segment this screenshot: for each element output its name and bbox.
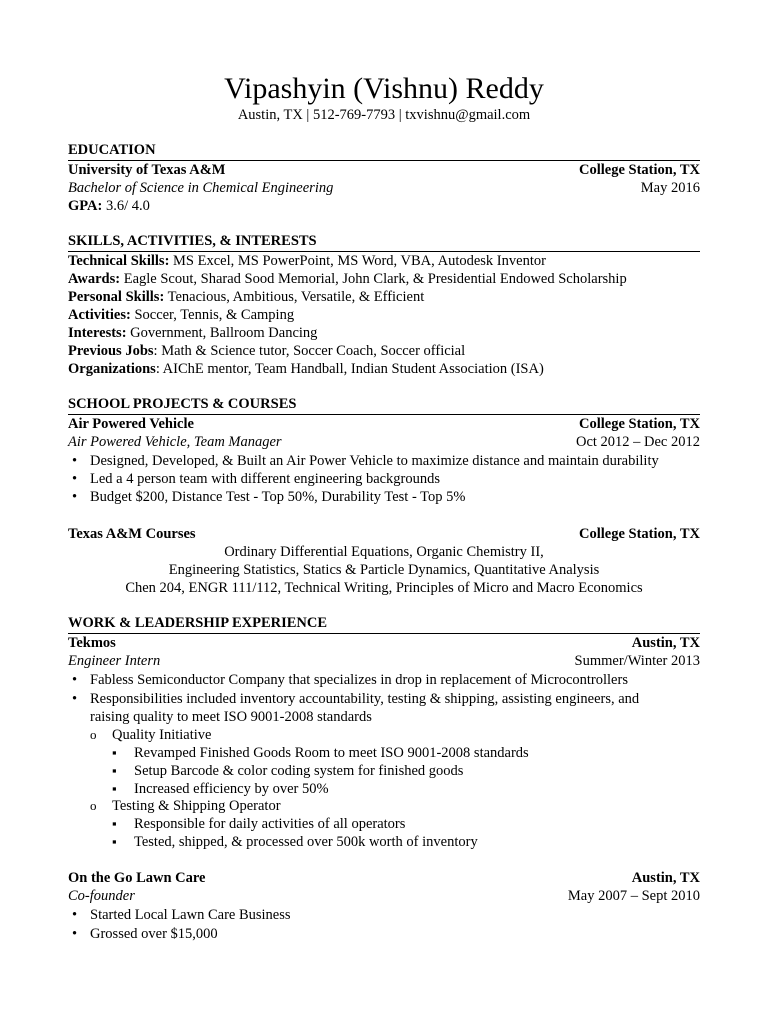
graduation-date: May 2016 <box>640 180 700 196</box>
courses-line: Ordinary Differential Equations, Organic Chemistry II, <box>224 544 544 560</box>
skill-value: Government, Ballroom Dancing <box>126 325 318 341</box>
sub-bullet-item: o Quality Initiative <box>90 726 722 744</box>
skill-value: : Math & Science tutor, Soccer Coach, Soccer official <box>153 343 466 359</box>
project-location: College Station, TX <box>579 416 700 432</box>
sub-bullet-item: o Testing & Shipping Operator <box>90 797 722 815</box>
job-role: Co-founder <box>68 888 135 904</box>
courses-name: Texas A&M Courses <box>68 526 196 542</box>
sub-sub-bullet-item: ▪ Responsible for daily activities of all operators <box>112 815 722 833</box>
job-header-row <box>68 869 700 887</box>
sub-sub-bullet-item: ▪ Setup Barcode & color coding system for finished goods <box>112 762 722 780</box>
job-company: On the Go Lawn Care <box>68 870 206 886</box>
skill-line <box>68 252 700 270</box>
gpa-value: 3.6/ 4.0 <box>106 198 150 214</box>
bullet-item: • Fabless Semiconductor Company that specializes in drop in replacement of Microcontrollers <box>68 671 722 689</box>
skill-value: Tenacious, Ambitious, Versatile, & Efficient <box>164 289 425 305</box>
sub-sub-bullet-item: ▪ Tested, shipped, & processed over 500k worth of inventory <box>112 833 722 851</box>
courses-header-row <box>68 525 700 543</box>
courses-line: Chen 204, ENGR 111/112, Technical Writing, Principles of Micro and Macro Economics <box>125 580 643 596</box>
education-degree-row <box>68 179 700 197</box>
project-name: Air Powered Vehicle <box>68 416 194 432</box>
skill-value: MS Excel, MS PowerPoint, MS Word, VBA, Autodesk Inventor <box>169 253 546 269</box>
gpa-row <box>68 197 700 215</box>
contact-info: Austin, TX | 512-769-7793 | txvishnu@gmail.com <box>237 107 531 123</box>
skill-line <box>68 270 700 288</box>
section-work-title: WORK & LEADERSHIP EXPERIENCE <box>68 614 700 634</box>
job-date: May 2007 – Sept 2010 <box>567 888 700 904</box>
skill-label: Previous Jobs <box>68 343 154 359</box>
skill-label: Organizations <box>68 361 156 377</box>
skill-line <box>68 342 700 360</box>
sub-sub-bullet-item: ▪ Increased efficiency by over 50% <box>112 780 722 798</box>
project-date: Oct 2012 – Dec 2012 <box>575 434 700 450</box>
skill-line <box>68 324 700 342</box>
job-location: Austin, TX <box>631 870 700 886</box>
sub-sub-bullet-item: ▪ Revamped Finished Goods Room to meet ISO 9001-2008 standards <box>112 744 722 762</box>
skill-label: Personal Skills: <box>68 289 165 305</box>
degree: Bachelor of Science in Chemical Engineering <box>68 180 334 196</box>
skill-value: Soccer, Tennis, & Camping <box>130 307 295 323</box>
school-name: University of Texas A&M <box>68 162 226 178</box>
job-role-row <box>68 652 700 670</box>
section-projects-title: SCHOOL PROJECTS & COURSES <box>68 395 700 415</box>
project-role: Air Powered Vehicle, Team Manager <box>68 434 282 450</box>
candidate-name: Vipashyin (Vishnu) Reddy <box>224 72 544 105</box>
bullet-item: • Grossed over $15,000 <box>68 925 722 943</box>
section-skills-title: SKILLS, ACTIVITIES, & INTERESTS <box>68 232 700 252</box>
skill-label: Technical Skills: <box>68 253 170 269</box>
skill-line <box>68 360 700 378</box>
bullet-item: • Budget $200, Distance Test - Top 50%, Durability Test - Top 5% <box>68 488 722 506</box>
courses-line: Engineering Statistics, Statics & Particle Dynamics, Quantitative Analysis <box>168 562 600 578</box>
bullet-item: • Led a 4 person team with different engineering backgrounds <box>68 470 722 488</box>
bullet-item: • Started Local Lawn Care Business <box>68 906 722 924</box>
job-date: Summer/Winter 2013 <box>574 653 700 669</box>
skill-label: Interests: <box>68 325 127 341</box>
job-role: Engineer Intern <box>68 653 161 669</box>
bullet-item: • Designed, Developed, & Built an Air Power Vehicle to maximize distance and maintain durability <box>68 452 722 470</box>
job-location: Austin, TX <box>631 635 700 651</box>
skill-value: : AIChE mentor, Team Handball, Indian Student Association (ISA) <box>155 361 544 377</box>
job-role-row <box>68 887 700 905</box>
gpa-label: GPA: <box>68 198 103 214</box>
job-company: Tekmos <box>68 635 116 651</box>
courses-location: College Station, TX <box>579 526 700 542</box>
bullet-continuation: raising quality to meet ISO 9001-2008 standards <box>90 709 372 725</box>
education-school-row <box>68 161 700 179</box>
project-role-row <box>68 433 700 451</box>
section-education-title: EDUCATION <box>68 141 700 161</box>
skill-value: Eagle Scout, Sharad Sood Memorial, John Clark, & Presidential Endowed Scholarship <box>120 271 627 287</box>
skill-line <box>68 288 700 306</box>
skill-label: Activities: <box>68 307 131 323</box>
school-location: College Station, TX <box>579 162 700 178</box>
skill-line <box>68 306 700 324</box>
job-header-row <box>68 634 700 652</box>
bullet-item: • Responsibilities included inventory accountability, testing & shipping, assisting engineers, and <box>68 690 722 708</box>
skill-label: Awards: <box>68 271 121 287</box>
project-header-row <box>68 415 700 433</box>
